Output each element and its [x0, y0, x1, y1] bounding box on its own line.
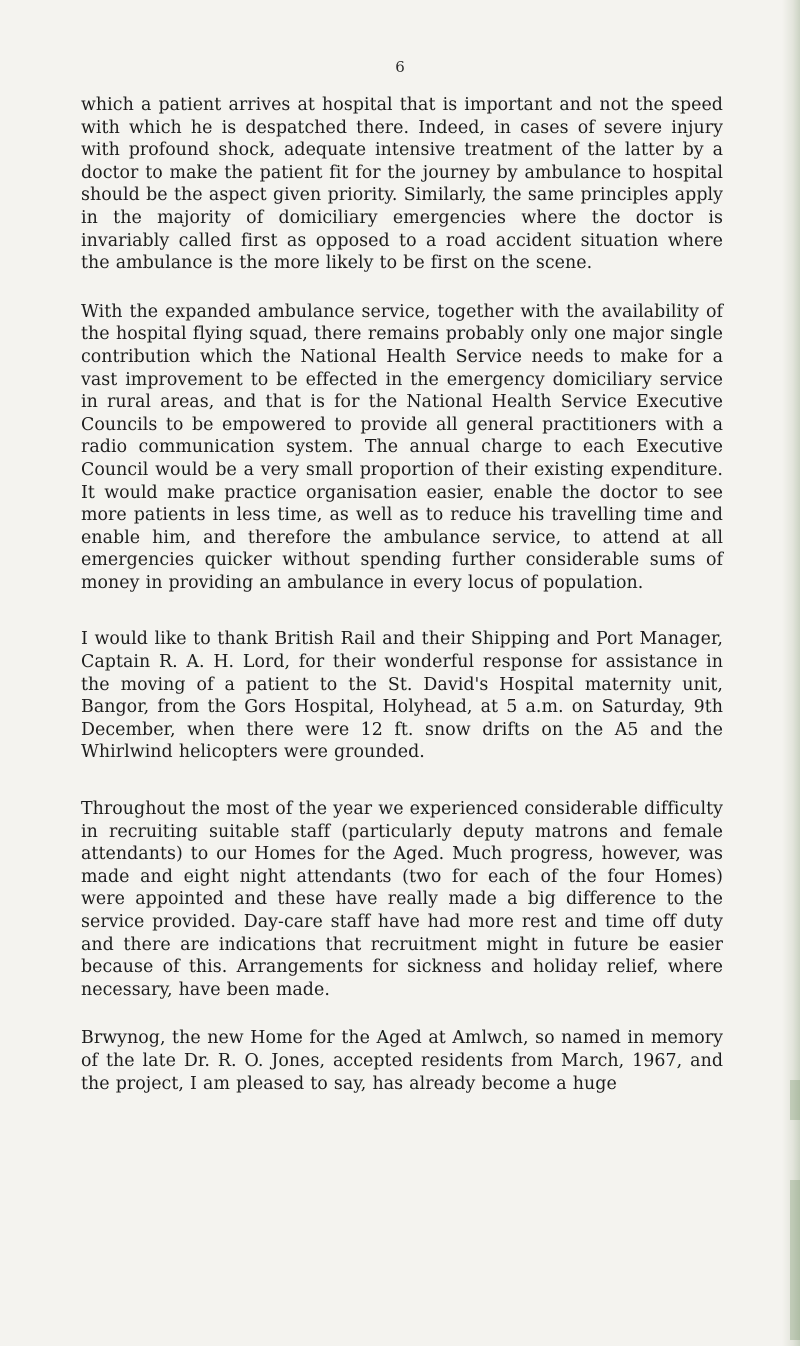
paragraph-radio-communication: With the expanded ambulance service, together with the availability of the hospital flying squad, there remains probably only one major single contribution which the National Health Service needs to make for a vast improvement to be effected in the emergency domiciliary service in rural areas, and that is for the National Health Service Executive Councils to be empowered to provide all general practitioners with a radio communication system. The annual charge to each Executive Council would be a very small proportion of their existing expenditure. It would make practice organisation easier, enable the doctor to see more patients in less time, as well as to reduce his travelling time and enable him, and therefore the ambulance service, to attend at all emergencies quicker without spending further considerable sums of money in providing an ambulance in every locus of population. [81, 301, 723, 593]
scan-edge-shading [782, 0, 800, 1346]
scan-edge-mark [790, 1080, 800, 1120]
paragraph-ambulance-priority: which a patient arrives at hospital that is important and not the speed with which he is despatched there. Indeed, in cases of severe injury with profound shock, adequate intensive treatment of the latter by a doctor to make the patient fit for the journey by ambulance to hospital should be the aspect given priority. Similarly, the same principles apply in the majority of domiciliary emergencies where the doctor is invariably called first as opposed to a road accident situation where the ambulance is the more likely to be first on the scene. [81, 95, 723, 274]
scan-edge-mark [790, 1180, 800, 1340]
paragraph-brwynog-home: Brwynog, the new Home for the Aged at Amlwch, so named in memory of the late Dr. R. O. Jones, accepted residents from March, 1967, and the project, I am pleased to say, has already become a huge [81, 1028, 723, 1094]
paragraph-homes-for-aged-staff: Throughout the most of the year we experienced considerable difficulty in recruiting suitable staff (particularly deputy matrons and female attendants) to our Homes for the Aged. Much progress, however, was made and eight night attendants (two for each of the four Homes) were appointed and these have really made a big difference to the service provided. Day-care staff have had more rest and time off duty and there are indications that recruitment might in future be easier because of this. Arrangements for sickness and holiday relief, where necessary, have been made. [81, 799, 723, 1000]
page-number: 6 [395, 58, 405, 76]
paragraph-british-rail-thanks: I would like to thank British Rail and their Shipping and Port Manager, Captain R. A. H. Lord, for their wonderful response for assistance in the moving of a patient to the St. David's Hospital maternity unit, Bangor, from the Gors Hospital, Holyhead, at 5 a.m. on Saturday, 9th December, when there were 12 ft. snow drifts on the A5 and the Whirlwind helicopters were grounded. [81, 629, 723, 763]
body-text [81, 94, 723, 1121]
